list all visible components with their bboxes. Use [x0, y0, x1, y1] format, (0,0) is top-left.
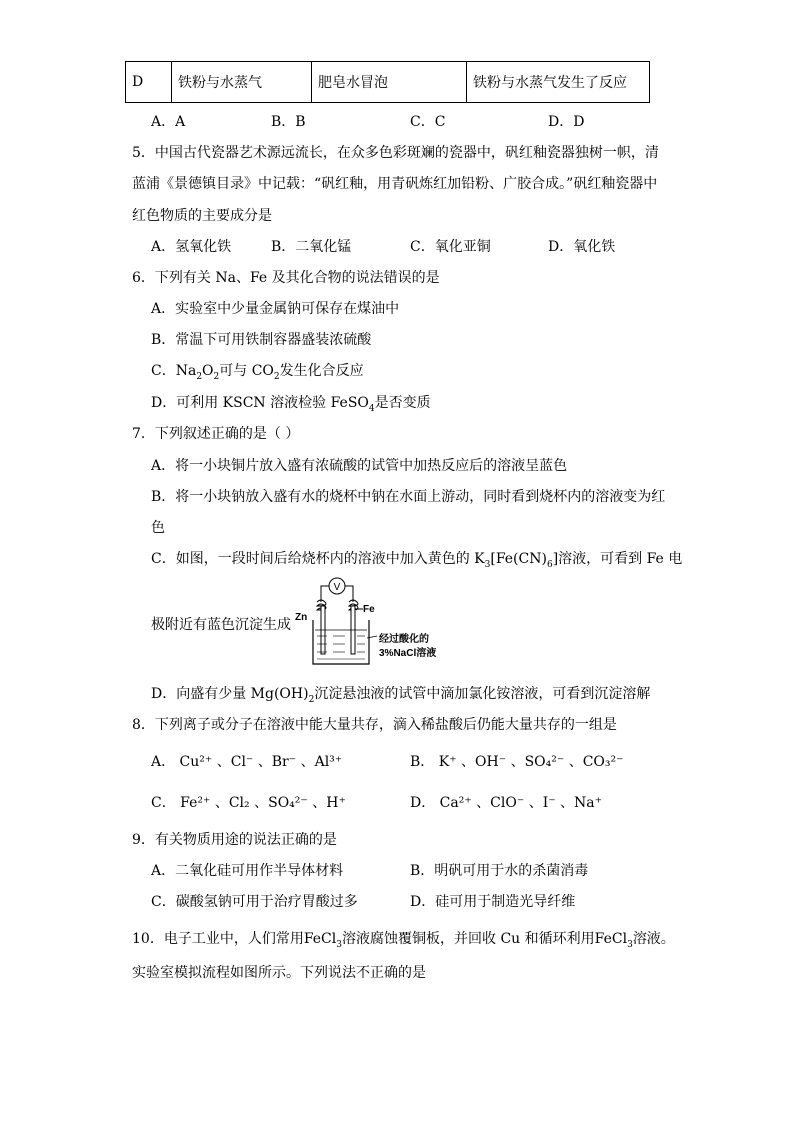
q8-option-c: C． Fe²⁺ 、Cl₂ 、SO₄²⁻ 、H⁺: [151, 795, 346, 811]
fe-label: Fe: [363, 604, 375, 615]
q9-option-a: A．二氧化硅可用作半导体材料: [151, 863, 344, 879]
solution-label-2: 3%NaCl溶液: [379, 648, 437, 659]
q7-option-c-line2: 极附近有蓝色沉淀生成: [151, 617, 291, 633]
q4-option-a: A．A: [151, 114, 186, 130]
table-cell: D: [126, 62, 172, 103]
q5-option-b: B．二氧化锰: [271, 239, 352, 255]
q6-option-d: D．可利用 KSCN 溶液检验 FeSO$_4$是否变质: [151, 395, 431, 414]
q10-line-1: 10．电子工业中，人们常用FeCl$_3$溶液腐蚀覆铜板，并回收 Cu 和循环利用FeCl$_3$溶液。: [132, 931, 675, 950]
q5-line-2: 蓝浦《景德镇目录》中记载：“矾红釉，用青矾炼红加铅粉、广胶合成。”矾红釉瓷器中: [132, 176, 658, 192]
q7-option-d: D．向盛有少量 $Mg(OH)_2$沉淀悬浊液的试管中滴加氯化铵溶液，可看到沉淀溶解: [151, 686, 651, 705]
q7-option-a: A．将一小块铜片放入盛有浓硫酸的试管中加热反应后的溶液呈蓝色: [151, 458, 568, 474]
q5-option-a: A．氢氧化铁: [151, 239, 232, 255]
q5-line-1: 5．中国古代瓷器艺术源远流长，在众多色彩斑斓的瓷器中，矾红釉瓷器独树一帜，清: [132, 145, 659, 161]
q6-option-c: C．$Na_2O_2$可与 $CO_2$发生化合反应: [151, 363, 364, 382]
q6-option-a: A．实验室中少量金属钠可保存在煤油中: [151, 301, 400, 317]
q4-option-c: C．C: [410, 114, 446, 130]
zn-label: Zn: [295, 612, 308, 623]
solution-label-1: 经过酸化的: [379, 634, 429, 645]
q7-option-c-line1: C．如图，一段时间后给烧杯内的溶液中加入黄色的 $K_3[Fe(CN)_6]$溶液，可看到 Fe 电: [151, 551, 683, 570]
q8-option-b: B． K⁺ 、OH⁻ 、SO₄²⁻ 、CO₃²⁻: [410, 754, 624, 770]
q7-option-b-line2: 色: [151, 520, 165, 536]
q8-option-d: D． Ca²⁺ 、ClO⁻ 、I⁻ 、Na⁺: [410, 795, 603, 811]
q8-option-a: A． Cu²⁺ 、Cl⁻ 、Br⁻ 、Al³⁺: [151, 754, 343, 770]
q6-option-b: B．常温下可用铁制容器盛装浓硫酸: [151, 332, 372, 348]
table-row: [126, 62, 650, 103]
q7-option-b-line1: B．将一小块钠放入盛有水的烧杯中钠在水面上游动，同时看到烧杯内的溶液变为红: [151, 489, 666, 505]
voltmeter-label: V: [333, 582, 341, 593]
q5-line-3: 红色物质的主要成分是: [132, 208, 272, 224]
q8-stem: 8．下列离子或分子在溶液中能大量共存，滴入稀盐酸后仍能大量共存的一组是: [132, 717, 617, 733]
q9-stem: 9．有关物质用途的说法正确的是: [132, 832, 337, 848]
table-cell: 铁粉与水蒸气发生了反应: [467, 62, 650, 103]
q4-option-b: B．B: [271, 114, 306, 130]
q10-line-2: 实验室模拟流程如图所示。下列说法不正确的是: [132, 965, 426, 981]
galvanic-cell-diagram: [293, 576, 453, 672]
q9-option-b: B．明矾可用于水的杀菌消毒: [410, 863, 589, 879]
table-cell: 肥皂水冒泡: [312, 62, 467, 103]
table-cell: 铁粉与水蒸气: [172, 62, 312, 103]
q6-stem: 6．下列有关 Na、Fe 及其化合物的说法错误的是: [132, 270, 440, 286]
answer-table: [125, 61, 650, 103]
q7-stem: 7．下列叙述正确的是（ ）: [132, 426, 300, 442]
q5-option-c: C．氧化亚铜: [410, 239, 491, 255]
q5-option-d: D．氧化铁: [548, 239, 616, 255]
q9-option-c: C．碳酸氢钠可用于治疗胃酸过多: [151, 894, 358, 910]
q9-option-d: D．硅可用于制造光导纤维: [410, 894, 576, 910]
q4-option-d: D．D: [548, 114, 585, 130]
